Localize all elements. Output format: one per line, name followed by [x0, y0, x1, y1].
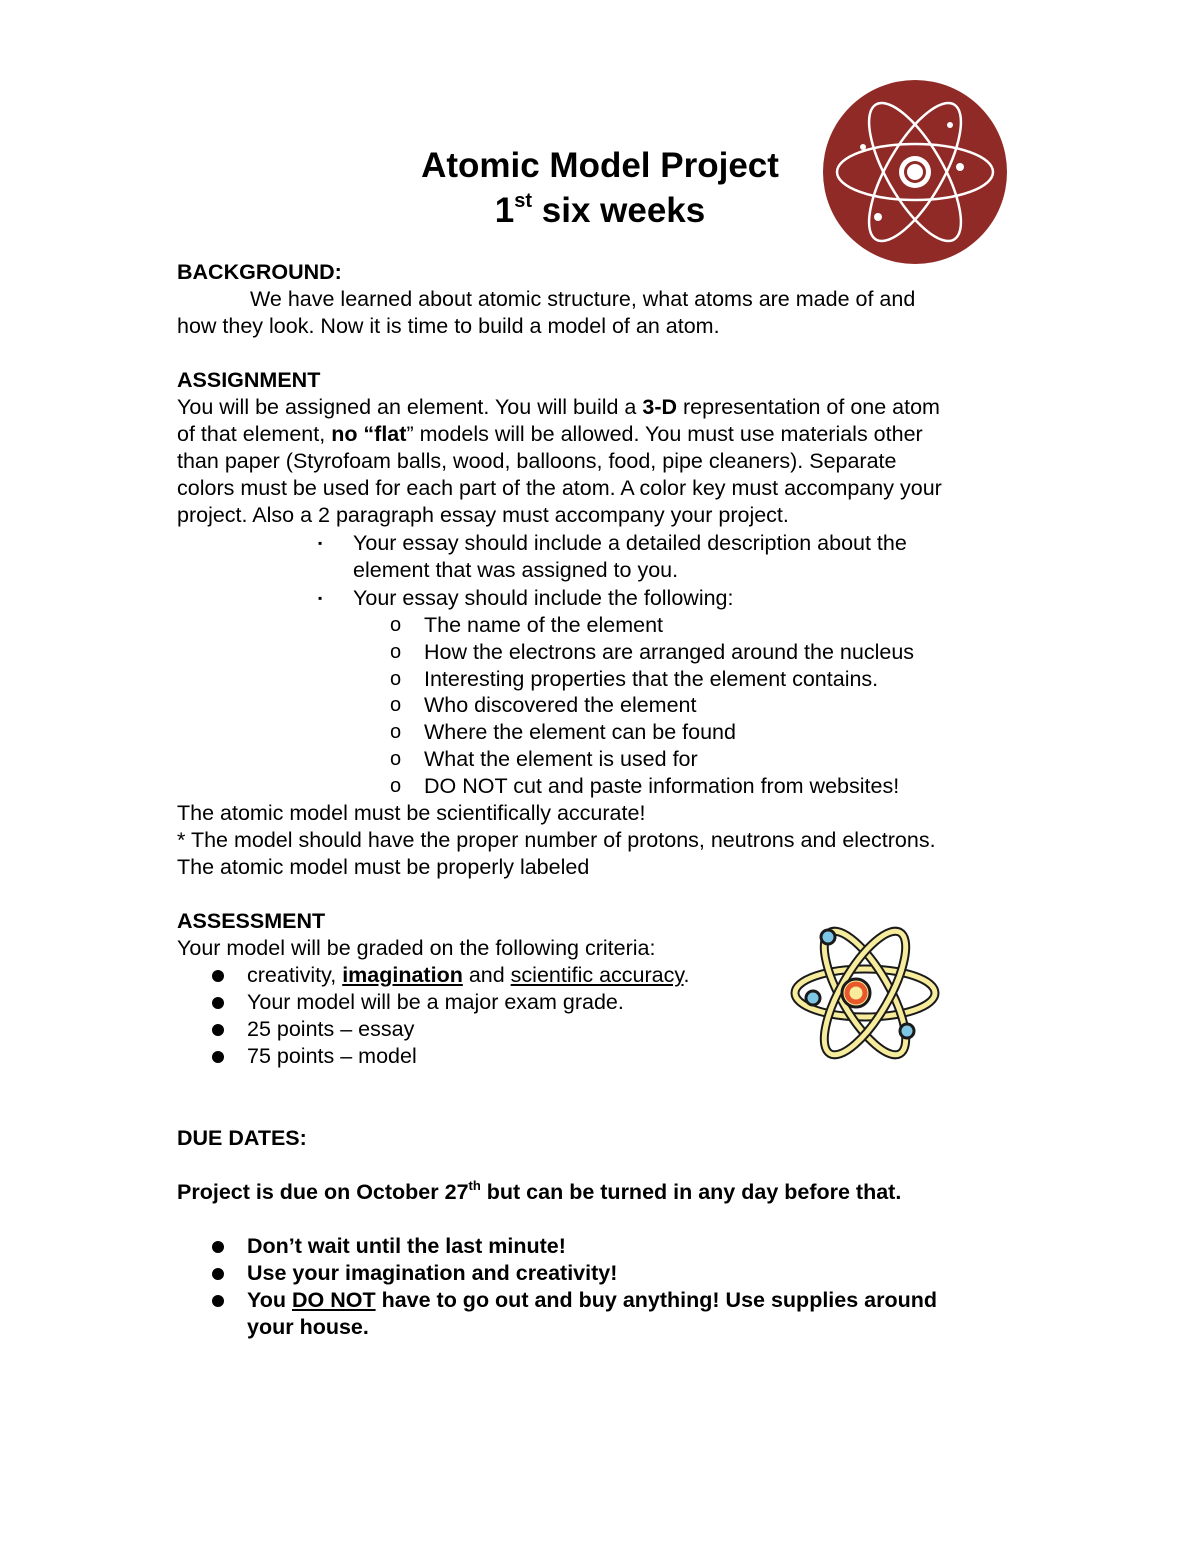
assignment-line-5: project. Also a 2 paragraph essay must accompany your project.	[177, 503, 789, 527]
background-line-2: how they look. Now it is time to build a model of an atom.	[177, 314, 720, 338]
bullet-dot-icon	[212, 970, 224, 982]
page-subtitle: 1st six weeks	[494, 190, 706, 230]
atom-clipart-icon	[788, 925, 943, 1060]
bullet-dot-icon	[212, 997, 224, 1009]
due-dates-heading: DUE DATES:	[177, 1126, 307, 1150]
circle-bullet-icon: o	[390, 775, 402, 797]
due-date-statement: Project is due on October 27th but can be turned in any day before that.	[177, 1178, 902, 1204]
bullet-dot-icon	[212, 1241, 224, 1253]
assignment-line-1: You will be assigned an element. You will build a 3-D representation of one atom	[177, 395, 940, 419]
square-bullet-icon: ▪	[318, 591, 323, 605]
accuracy-note: The atomic model must be scientifically accurate!	[177, 801, 646, 825]
labeling-note: The atomic model must be properly labeled	[177, 855, 590, 879]
circle-bullet-icon: o	[390, 748, 402, 770]
assignment-line-4: colors must be used for each part of the atom. A color key must accompany your	[177, 476, 942, 500]
assessment-intro: Your model will be graded on the following criteria:	[177, 936, 656, 960]
circle-bullet-icon: o	[390, 614, 402, 636]
assignment-heading: ASSIGNMENT	[177, 368, 321, 392]
background-line-1: We have learned about atomic structure, what atoms are made of and	[250, 287, 916, 311]
document-page: Atomic Model Project 1st six weeks BACKGROUND: We have learned about atomic structure, what atoms are made of and how they look. Now it is time to build a model of an atom. ASSIGNMENT You will be assigned an element. You will build a 3-D representation of one atom of that element, no “flat” models will be allowed. You must use materials other than paper (Styrofoam balls, wood, balloons, food, pipe cleaners). Separate colors must be used for each part of the atom. A color key must accompany your project. Also a 2 paragraph essay must accompany your project. ▪ Your essay should include a detailed description about the element that was assigned to you. ▪ Your essay should include the following: o The name of the element o How the electrons are arranged around the nucleus o Interesting properties that the element contains. o Who discovered the element o Where the element can be found o What the element is used for o DO NOT cut and paste information from websites! The atomic model must be scientifically accurate! * The model should have the proper number of protons, neutrons and electrons. The atomic model must be properly labeled ASSESSMENT Your model will be graded on the following criteria: creativity, imagination and scientific accuracy. Your model will be a major exam grade. 25 points – essay 75 points – model DUE DATES: Project is due on October 27th but can be turned in any day before that. Don’t wait until the last minute! Use your imagination and creativity! You DO NOT have to go out and buy anything! Use supplies around your house.	[0, 0, 1200, 1553]
page-title: Atomic Model Project	[421, 146, 779, 185]
bullet-dot-icon	[212, 1024, 224, 1036]
bullet-dot-icon	[212, 1268, 224, 1280]
particles-note: * The model should have the proper number of protons, neutrons and electrons.	[177, 828, 936, 852]
assessment-heading: ASSESSMENT	[177, 909, 326, 933]
circle-bullet-icon: o	[390, 668, 402, 690]
circle-bullet-icon: o	[390, 641, 402, 663]
bullet-dot-icon	[212, 1051, 224, 1063]
assignment-line-2: of that element, no “flat” models will be allowed. You must use materials other	[177, 422, 923, 446]
assignment-line-3: than paper (Styrofoam balls, wood, balloons, food, pipe cleaners). Separate	[177, 449, 897, 473]
circle-bullet-icon: o	[390, 721, 402, 743]
bullet-dot-icon	[212, 1295, 224, 1307]
square-bullet-icon: ▪	[318, 536, 323, 550]
circle-bullet-icon: o	[390, 694, 402, 716]
background-heading: BACKGROUND:	[177, 260, 342, 284]
